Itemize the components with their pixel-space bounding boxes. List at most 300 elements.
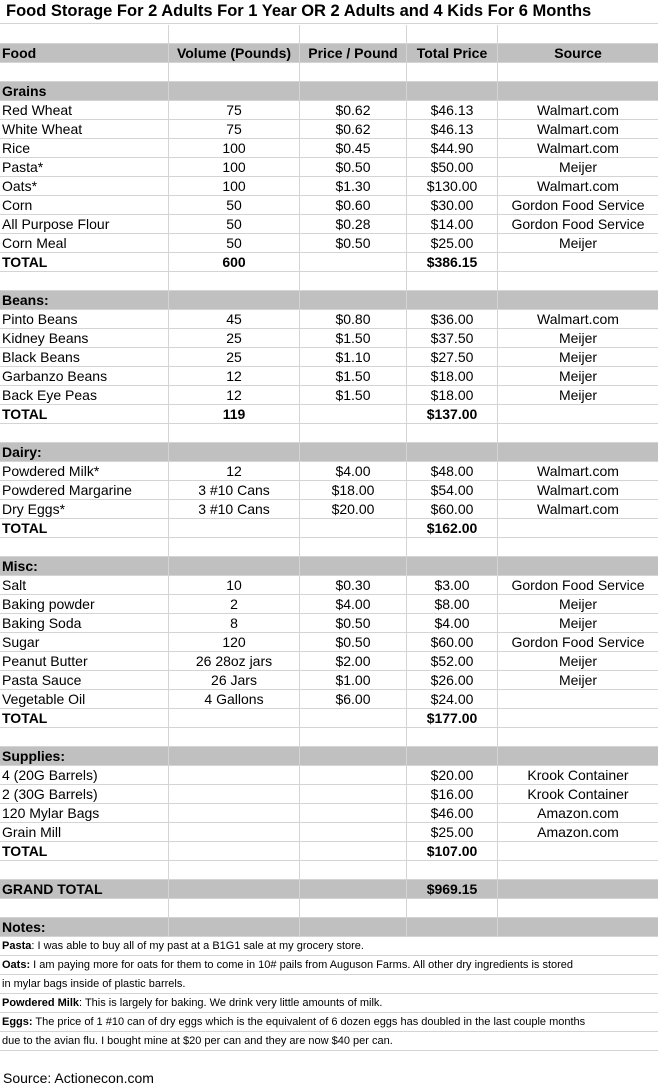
grand-total-row — [0, 880, 658, 899]
cell-volume: 50 — [169, 215, 300, 233]
cell-total: $27.50 — [407, 348, 498, 366]
item-row — [0, 367, 658, 386]
cell-source — [498, 728, 658, 746]
total-price — [300, 842, 407, 860]
cell-food: Pasta* — [0, 158, 169, 176]
note-label: Pasta — [2, 940, 32, 952]
cell-source: Meijer — [558, 330, 598, 346]
header-food: Food — [0, 44, 169, 62]
cell-total: $60.00 — [407, 500, 498, 518]
cell-source — [498, 538, 658, 556]
item-row — [0, 386, 658, 405]
grand-total: $969.15 — [407, 880, 498, 898]
section-price — [300, 443, 407, 461]
cell-source: Walmart.com — [537, 311, 619, 327]
cell-total: $48.00 — [407, 462, 498, 480]
cell-food: Powdered Margarine — [0, 481, 169, 499]
item-row — [0, 595, 658, 614]
section-source — [498, 82, 658, 100]
note-line — [0, 956, 658, 975]
cell-volume — [169, 785, 300, 803]
section-volume — [169, 557, 300, 575]
cell-price: $1.50 — [300, 386, 407, 404]
cell-source: Walmart.com — [537, 140, 619, 156]
section-food: Dairy: — [0, 443, 169, 461]
total-source — [498, 405, 658, 423]
cell-food: Baking Soda — [0, 614, 169, 632]
total-food: TOTAL — [0, 842, 169, 860]
cell-total: $36.00 — [407, 310, 498, 328]
cell-volume — [169, 538, 300, 556]
cell-source: Amazon.com — [537, 824, 619, 840]
note-line — [0, 994, 658, 1013]
item-row — [0, 310, 658, 329]
cell-price — [300, 823, 407, 841]
cell-source: Meijer — [558, 349, 598, 365]
cell-food: Powdered Milk* — [0, 462, 169, 480]
cell-food: Corn Meal — [0, 234, 169, 252]
cell-food: Kidney Beans — [0, 329, 169, 347]
cell-volume: 50 — [169, 234, 300, 252]
cell-volume: 45 — [169, 310, 300, 328]
cell-total — [407, 728, 498, 746]
cell-price: $0.50 — [300, 633, 407, 651]
item-row — [0, 196, 658, 215]
blank-row — [0, 272, 658, 291]
notes-source — [498, 918, 658, 936]
section-price — [300, 747, 407, 765]
total-total: $386.15 — [407, 253, 498, 271]
cell-price: $0.80 — [300, 310, 407, 328]
cell-source — [498, 272, 658, 290]
cell-total — [407, 424, 498, 442]
note-text: in mylar bags inside of plastic barrels. — [2, 978, 186, 990]
cell-source: Meijer — [558, 235, 598, 251]
section-header — [0, 82, 658, 101]
cell-price — [300, 728, 407, 746]
cell-source — [498, 25, 658, 43]
cell-price: $1.00 — [300, 671, 407, 689]
cell-price: $0.30 — [300, 576, 407, 594]
item-row — [0, 671, 658, 690]
item-row — [0, 215, 658, 234]
cell-price — [300, 63, 407, 81]
cell-volume: 3 #10 Cans — [169, 481, 300, 499]
cell-volume: 25 — [169, 348, 300, 366]
total-food: TOTAL — [0, 253, 169, 271]
note-label: Oats: — [2, 959, 31, 971]
section-price — [300, 557, 407, 575]
cell-price — [300, 538, 407, 556]
cell-volume: 25 — [169, 329, 300, 347]
note-line — [0, 975, 658, 994]
total-volume — [169, 709, 300, 727]
total-total: $107.00 — [407, 842, 498, 860]
page-title: Food Storage For 2 Adults For 1 Year OR 2 Adults and 4 Kids For 6 Months — [6, 2, 592, 20]
cell-price — [300, 25, 407, 43]
item-row — [0, 690, 658, 709]
item-row — [0, 766, 658, 785]
cell-food — [0, 899, 169, 917]
cell-food — [0, 424, 169, 442]
blank-row — [0, 899, 658, 918]
cell-total: $46.13 — [407, 120, 498, 138]
cell-volume: 12 — [169, 367, 300, 385]
note-line — [0, 937, 658, 956]
blank-row — [0, 728, 658, 747]
cell-food: All Purpose Flour — [0, 215, 169, 233]
cell-volume: 12 — [169, 462, 300, 480]
total-volume: 600 — [169, 253, 300, 271]
total-price — [300, 253, 407, 271]
cell-volume — [169, 899, 300, 917]
cell-total — [407, 538, 498, 556]
grand-price — [300, 880, 407, 898]
cell-price — [300, 899, 407, 917]
cell-volume: 100 — [169, 177, 300, 195]
cell-food — [0, 272, 169, 290]
cell-volume — [169, 823, 300, 841]
cell-price — [300, 424, 407, 442]
cell-volume: 12 — [169, 386, 300, 404]
cell-food: Sugar — [0, 633, 169, 651]
total-price — [300, 405, 407, 423]
note-text: I am paying more for oats for them to come in 10# pails from Auguson Farms. All other dry ingredients is stored — [30, 959, 574, 971]
blank-row — [0, 424, 658, 443]
item-row — [0, 614, 658, 633]
item-row — [0, 500, 658, 519]
cell-price: $20.00 — [300, 500, 407, 518]
cell-source: Walmart.com — [537, 482, 619, 498]
cell-food: Salt — [0, 576, 169, 594]
total-volume — [169, 842, 300, 860]
notes-volume — [169, 918, 300, 936]
cell-total: $30.00 — [407, 196, 498, 214]
cell-volume: 8 — [169, 614, 300, 632]
total-food: TOTAL — [0, 519, 169, 537]
cell-price: $4.00 — [300, 462, 407, 480]
cell-food: Corn — [0, 196, 169, 214]
section-header — [0, 291, 658, 310]
section-food: Supplies: — [0, 747, 169, 765]
cell-source: Walmart.com — [537, 463, 619, 479]
header-row — [0, 44, 658, 63]
section-total — [407, 82, 498, 100]
section-header — [0, 443, 658, 462]
cell-food: Grain Mill — [0, 823, 169, 841]
total-volume — [169, 519, 300, 537]
cell-total: $46.13 — [407, 101, 498, 119]
note-text: : I was able to buy all of my past at a B1G1 sale at my grocery store. — [31, 940, 364, 952]
item-row — [0, 234, 658, 253]
total-row — [0, 519, 658, 538]
total-source — [498, 709, 658, 727]
cell-source — [498, 861, 658, 879]
item-row — [0, 785, 658, 804]
cell-food — [0, 861, 169, 879]
cell-food: Black Beans — [0, 348, 169, 366]
section-source — [498, 557, 658, 575]
cell-source: Walmart.com — [537, 121, 619, 137]
note-text: due to the avian flu. I bought mine at $20 per can and they are now $40 per can. — [2, 1035, 393, 1047]
cell-total — [407, 899, 498, 917]
cell-food: Baking powder — [0, 595, 169, 613]
cell-price — [300, 766, 407, 784]
cell-food: Pinto Beans — [0, 310, 169, 328]
item-row — [0, 652, 658, 671]
cell-food: Red Wheat — [0, 101, 169, 119]
cell-food: Back Eye Peas — [0, 386, 169, 404]
total-row — [0, 709, 658, 728]
cell-total: $18.00 — [407, 386, 498, 404]
cell-volume: 2 — [169, 595, 300, 613]
blank-row — [0, 25, 658, 44]
cell-total: $26.00 — [407, 671, 498, 689]
cell-source — [498, 690, 658, 708]
cell-source: Gordon Food Service — [511, 634, 645, 650]
cell-food: Rice — [0, 139, 169, 157]
note-label: Powdered Milk — [2, 997, 80, 1009]
header-source: Source — [554, 45, 602, 61]
cell-volume — [169, 861, 300, 879]
cell-source: Meijer — [558, 653, 598, 669]
section-food: Grains — [0, 82, 169, 100]
item-row — [0, 462, 658, 481]
cell-price: $0.50 — [300, 158, 407, 176]
cell-price: $1.50 — [300, 329, 407, 347]
section-volume — [169, 82, 300, 100]
cell-volume: 120 — [169, 633, 300, 651]
section-total — [407, 291, 498, 309]
cell-volume — [169, 728, 300, 746]
section-header — [0, 557, 658, 576]
section-total — [407, 557, 498, 575]
item-row — [0, 576, 658, 595]
cell-source — [498, 63, 658, 81]
cell-source: Meijer — [558, 159, 598, 175]
note-text: The price of 1 #10 can of dry eggs which is the equivalent of 6 dozen eggs has doubled in the last couple months — [32, 1016, 586, 1028]
cell-total: $24.00 — [407, 690, 498, 708]
cell-volume: 100 — [169, 139, 300, 157]
cell-food — [0, 25, 169, 43]
section-volume — [169, 291, 300, 309]
total-row — [0, 405, 658, 424]
cell-food: White Wheat — [0, 120, 169, 138]
item-row — [0, 158, 658, 177]
item-row — [0, 329, 658, 348]
cell-volume — [169, 766, 300, 784]
item-row — [0, 120, 658, 139]
cell-total: $130.00 — [407, 177, 498, 195]
cell-source: Meijer — [558, 387, 598, 403]
cell-volume: 10 — [169, 576, 300, 594]
blank-row — [0, 861, 658, 880]
section-food: Misc: — [0, 557, 169, 575]
section-price — [300, 82, 407, 100]
cell-volume: 100 — [169, 158, 300, 176]
cell-total: $37.50 — [407, 329, 498, 347]
item-row — [0, 101, 658, 120]
cell-source: Walmart.com — [537, 501, 619, 517]
section-volume — [169, 747, 300, 765]
cell-source: Meijer — [558, 615, 598, 631]
item-row — [0, 804, 658, 823]
cell-price: $0.50 — [300, 614, 407, 632]
cell-volume — [169, 63, 300, 81]
cell-total — [407, 63, 498, 81]
cell-source: Amazon.com — [537, 805, 619, 821]
cell-total: $14.00 — [407, 215, 498, 233]
item-row — [0, 139, 658, 158]
section-total — [407, 443, 498, 461]
item-row — [0, 481, 658, 500]
cell-total: $3.00 — [407, 576, 498, 594]
total-source — [498, 253, 658, 271]
cell-volume: 75 — [169, 120, 300, 138]
cell-food: 2 (30G Barrels) — [0, 785, 169, 803]
cell-food: Garbanzo Beans — [0, 367, 169, 385]
section-source — [498, 443, 658, 461]
cell-food — [0, 538, 169, 556]
cell-food: 120 Mylar Bags — [0, 804, 169, 822]
total-row — [0, 842, 658, 861]
cell-food: Peanut Butter — [0, 652, 169, 670]
cell-volume — [169, 272, 300, 290]
cell-total: $4.00 — [407, 614, 498, 632]
cell-total: $18.00 — [407, 367, 498, 385]
notes-food: Notes: — [0, 918, 169, 936]
item-row — [0, 633, 658, 652]
section-header — [0, 747, 658, 766]
note-text: : This is largely for baking. We drink very little amounts of milk. — [79, 997, 383, 1009]
cell-price: $6.00 — [300, 690, 407, 708]
grand-food: GRAND TOTAL — [0, 880, 169, 898]
total-source — [498, 519, 658, 537]
source-text: Source: Actionecon.com — [3, 1070, 154, 1086]
grand-source — [498, 880, 658, 898]
total-food: TOTAL — [0, 405, 169, 423]
section-total — [407, 747, 498, 765]
cell-food: Vegetable Oil — [0, 690, 169, 708]
cell-price: $0.62 — [300, 101, 407, 119]
cell-total: $50.00 — [407, 158, 498, 176]
cell-total: $25.00 — [407, 234, 498, 252]
cell-total: $8.00 — [407, 595, 498, 613]
cell-source: Meijer — [558, 672, 598, 688]
cell-volume: 26 28oz jars — [169, 652, 300, 670]
item-row — [0, 177, 658, 196]
cell-price: $2.00 — [300, 652, 407, 670]
cell-volume — [169, 804, 300, 822]
section-source — [498, 291, 658, 309]
cell-price: $4.00 — [300, 595, 407, 613]
cell-price: $1.30 — [300, 177, 407, 195]
cell-food — [0, 63, 169, 81]
total-food: TOTAL — [0, 709, 169, 727]
cell-price — [300, 861, 407, 879]
total-price — [300, 519, 407, 537]
cell-source — [498, 899, 658, 917]
cell-volume: 3 #10 Cans — [169, 500, 300, 518]
cell-total: $60.00 — [407, 633, 498, 651]
header-total: Total Price — [407, 44, 498, 62]
cell-total: $52.00 — [407, 652, 498, 670]
cell-price: $0.28 — [300, 215, 407, 233]
note-line — [0, 1013, 658, 1032]
cell-source: Gordon Food Service — [511, 577, 645, 593]
cell-source: Walmart.com — [537, 178, 619, 194]
note-line — [0, 1032, 658, 1051]
cell-food: Dry Eggs* — [0, 500, 169, 518]
cell-source: Meijer — [558, 596, 598, 612]
blank-row — [0, 538, 658, 557]
cell-total: $25.00 — [407, 823, 498, 841]
title-row — [0, 0, 658, 24]
total-total: $177.00 — [407, 709, 498, 727]
total-volume: 119 — [169, 405, 300, 423]
section-source — [498, 747, 658, 765]
note-label: Eggs: — [2, 1016, 33, 1028]
cell-volume: 26 Jars — [169, 671, 300, 689]
cell-source: Meijer — [558, 368, 598, 384]
cell-price: $1.50 — [300, 367, 407, 385]
cell-volume — [169, 424, 300, 442]
header-volume: Volume (Pounds) — [169, 44, 300, 62]
cell-price: $0.62 — [300, 120, 407, 138]
cell-food — [0, 728, 169, 746]
notes-total — [407, 918, 498, 936]
cell-volume: 75 — [169, 101, 300, 119]
cell-source: Gordon Food Service — [511, 216, 645, 232]
cell-food: Oats* — [0, 177, 169, 195]
cell-total: $44.90 — [407, 139, 498, 157]
section-volume — [169, 443, 300, 461]
cell-price — [300, 785, 407, 803]
item-row — [0, 823, 658, 842]
section-food: Beans: — [0, 291, 169, 309]
cell-total — [407, 25, 498, 43]
total-total: $162.00 — [407, 519, 498, 537]
notes-header — [0, 918, 658, 937]
cell-volume: 50 — [169, 196, 300, 214]
total-total: $137.00 — [407, 405, 498, 423]
blank-row — [0, 63, 658, 82]
cell-price — [300, 804, 407, 822]
total-row — [0, 253, 658, 272]
total-source — [498, 842, 658, 860]
cell-volume: 4 Gallons — [169, 690, 300, 708]
cell-volume — [169, 25, 300, 43]
cell-total: $46.00 — [407, 804, 498, 822]
cell-price: $0.60 — [300, 196, 407, 214]
cell-source: Gordon Food Service — [511, 197, 645, 213]
cell-total: $16.00 — [407, 785, 498, 803]
header-price: Price / Pound — [300, 44, 407, 62]
cell-price — [300, 272, 407, 290]
cell-total: $20.00 — [407, 766, 498, 784]
cell-price: $0.50 — [300, 234, 407, 252]
cell-source: Walmart.com — [537, 102, 619, 118]
cell-source — [498, 424, 658, 442]
total-price — [300, 709, 407, 727]
cell-total: $54.00 — [407, 481, 498, 499]
cell-total — [407, 861, 498, 879]
cell-source: Krook Container — [527, 767, 629, 783]
grand-volume — [169, 880, 300, 898]
cell-source: Krook Container — [527, 786, 629, 802]
cell-total — [407, 272, 498, 290]
section-price — [300, 291, 407, 309]
